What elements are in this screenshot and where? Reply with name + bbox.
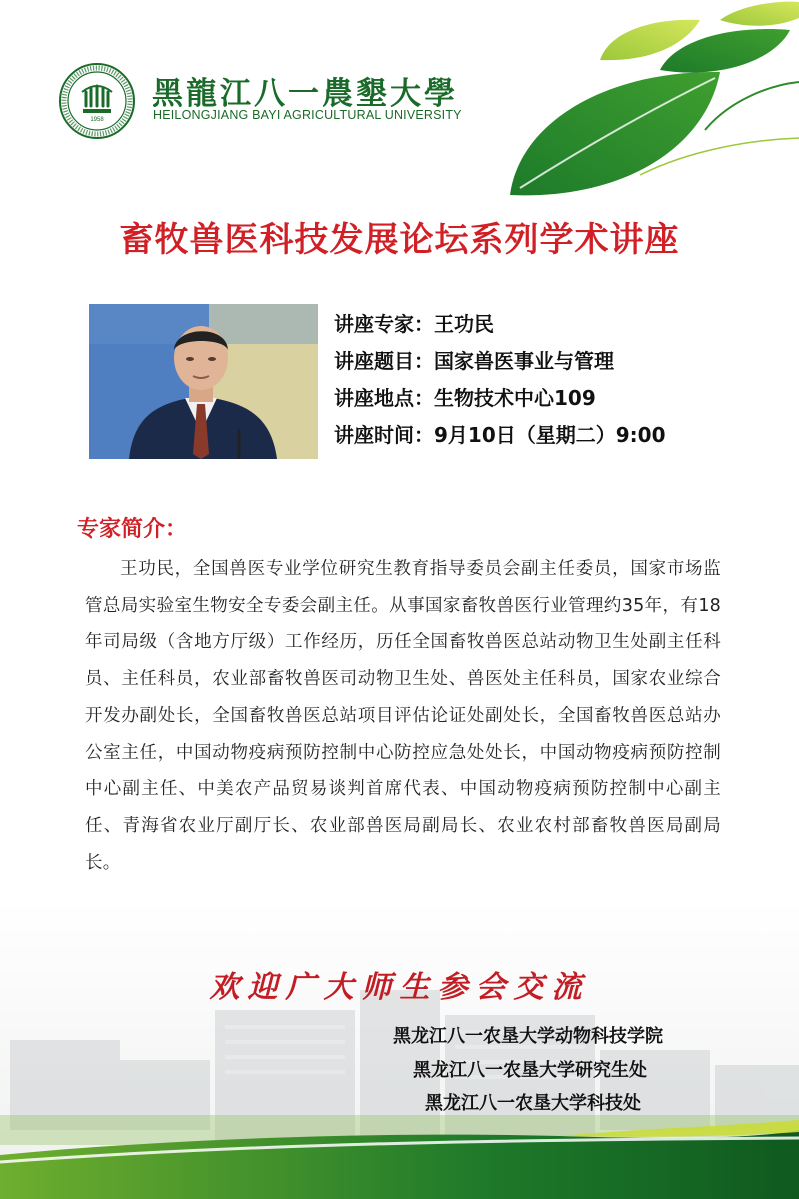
- welcome-banner: 欢迎广大师生参会交流: [209, 970, 590, 1005]
- lecture-info: [334, 309, 666, 457]
- lecture-location: 讲座地点：生物技术中心109: [334, 386, 596, 410]
- university-logo: [58, 62, 136, 140]
- speaker-photo: [89, 304, 318, 459]
- lecture-topic: 讲座题目：国家兽医事业与管理: [334, 349, 614, 373]
- lecture-time: 讲座时间：9月10日（星期二）9:00: [334, 423, 666, 447]
- organizer-college: 黑龙江八一农垦大学动物科技学院: [393, 1026, 663, 1047]
- expert-intro-heading: 专家简介：: [77, 517, 188, 542]
- campus-background: [0, 900, 799, 1199]
- svg-text:1958: 1958: [90, 117, 104, 123]
- lecture-expert: 讲座专家：王功民: [334, 312, 494, 336]
- university-name-chinese: 黑龍江八一農墾大學: [152, 76, 458, 112]
- organizer-research-office: 黑龙江八一农垦大学科技处: [425, 1093, 641, 1114]
- university-name-english: HEILONGJIANG BAYI AGRICULTURAL UNIVERSITY: [153, 108, 462, 122]
- lecture-series-title: 畜牧兽医科技发展论坛系列学术讲座: [119, 220, 680, 260]
- organizer-graduate-office: 黑龙江八一农垦大学研究生处: [413, 1060, 647, 1081]
- expert-bio: 王功民，全国兽医专业学位研究生教育指导委员会副主任委员，国家市场监管总局实验室生物安全专委会副主任。从事国家畜牧兽医行业管理约35年，有18年司局级（含地方厅级）工作经历，历任全国畜牧兽医总站动物卫生处副主任科员、主任科员，农业部畜牧兽医司动物卫生处、兽医处主任科员，国家农业综合开发办副处长，全国畜牧兽医总站项目评估论证处副处长，全国畜牧兽医总站办公室主任，中国动物疫病预防控制中心防控应急处处长，中国动物疫病预防控制中心副主任、中美农产品贸易谈判首席代表、中国动物疫病预防控制中心副主任、青海省农业厅副厅长、农业部兽医局副局长、农业农村部畜牧兽医局副局长。: [85, 559, 721, 873]
- leaf-decoration: [490, 0, 799, 200]
